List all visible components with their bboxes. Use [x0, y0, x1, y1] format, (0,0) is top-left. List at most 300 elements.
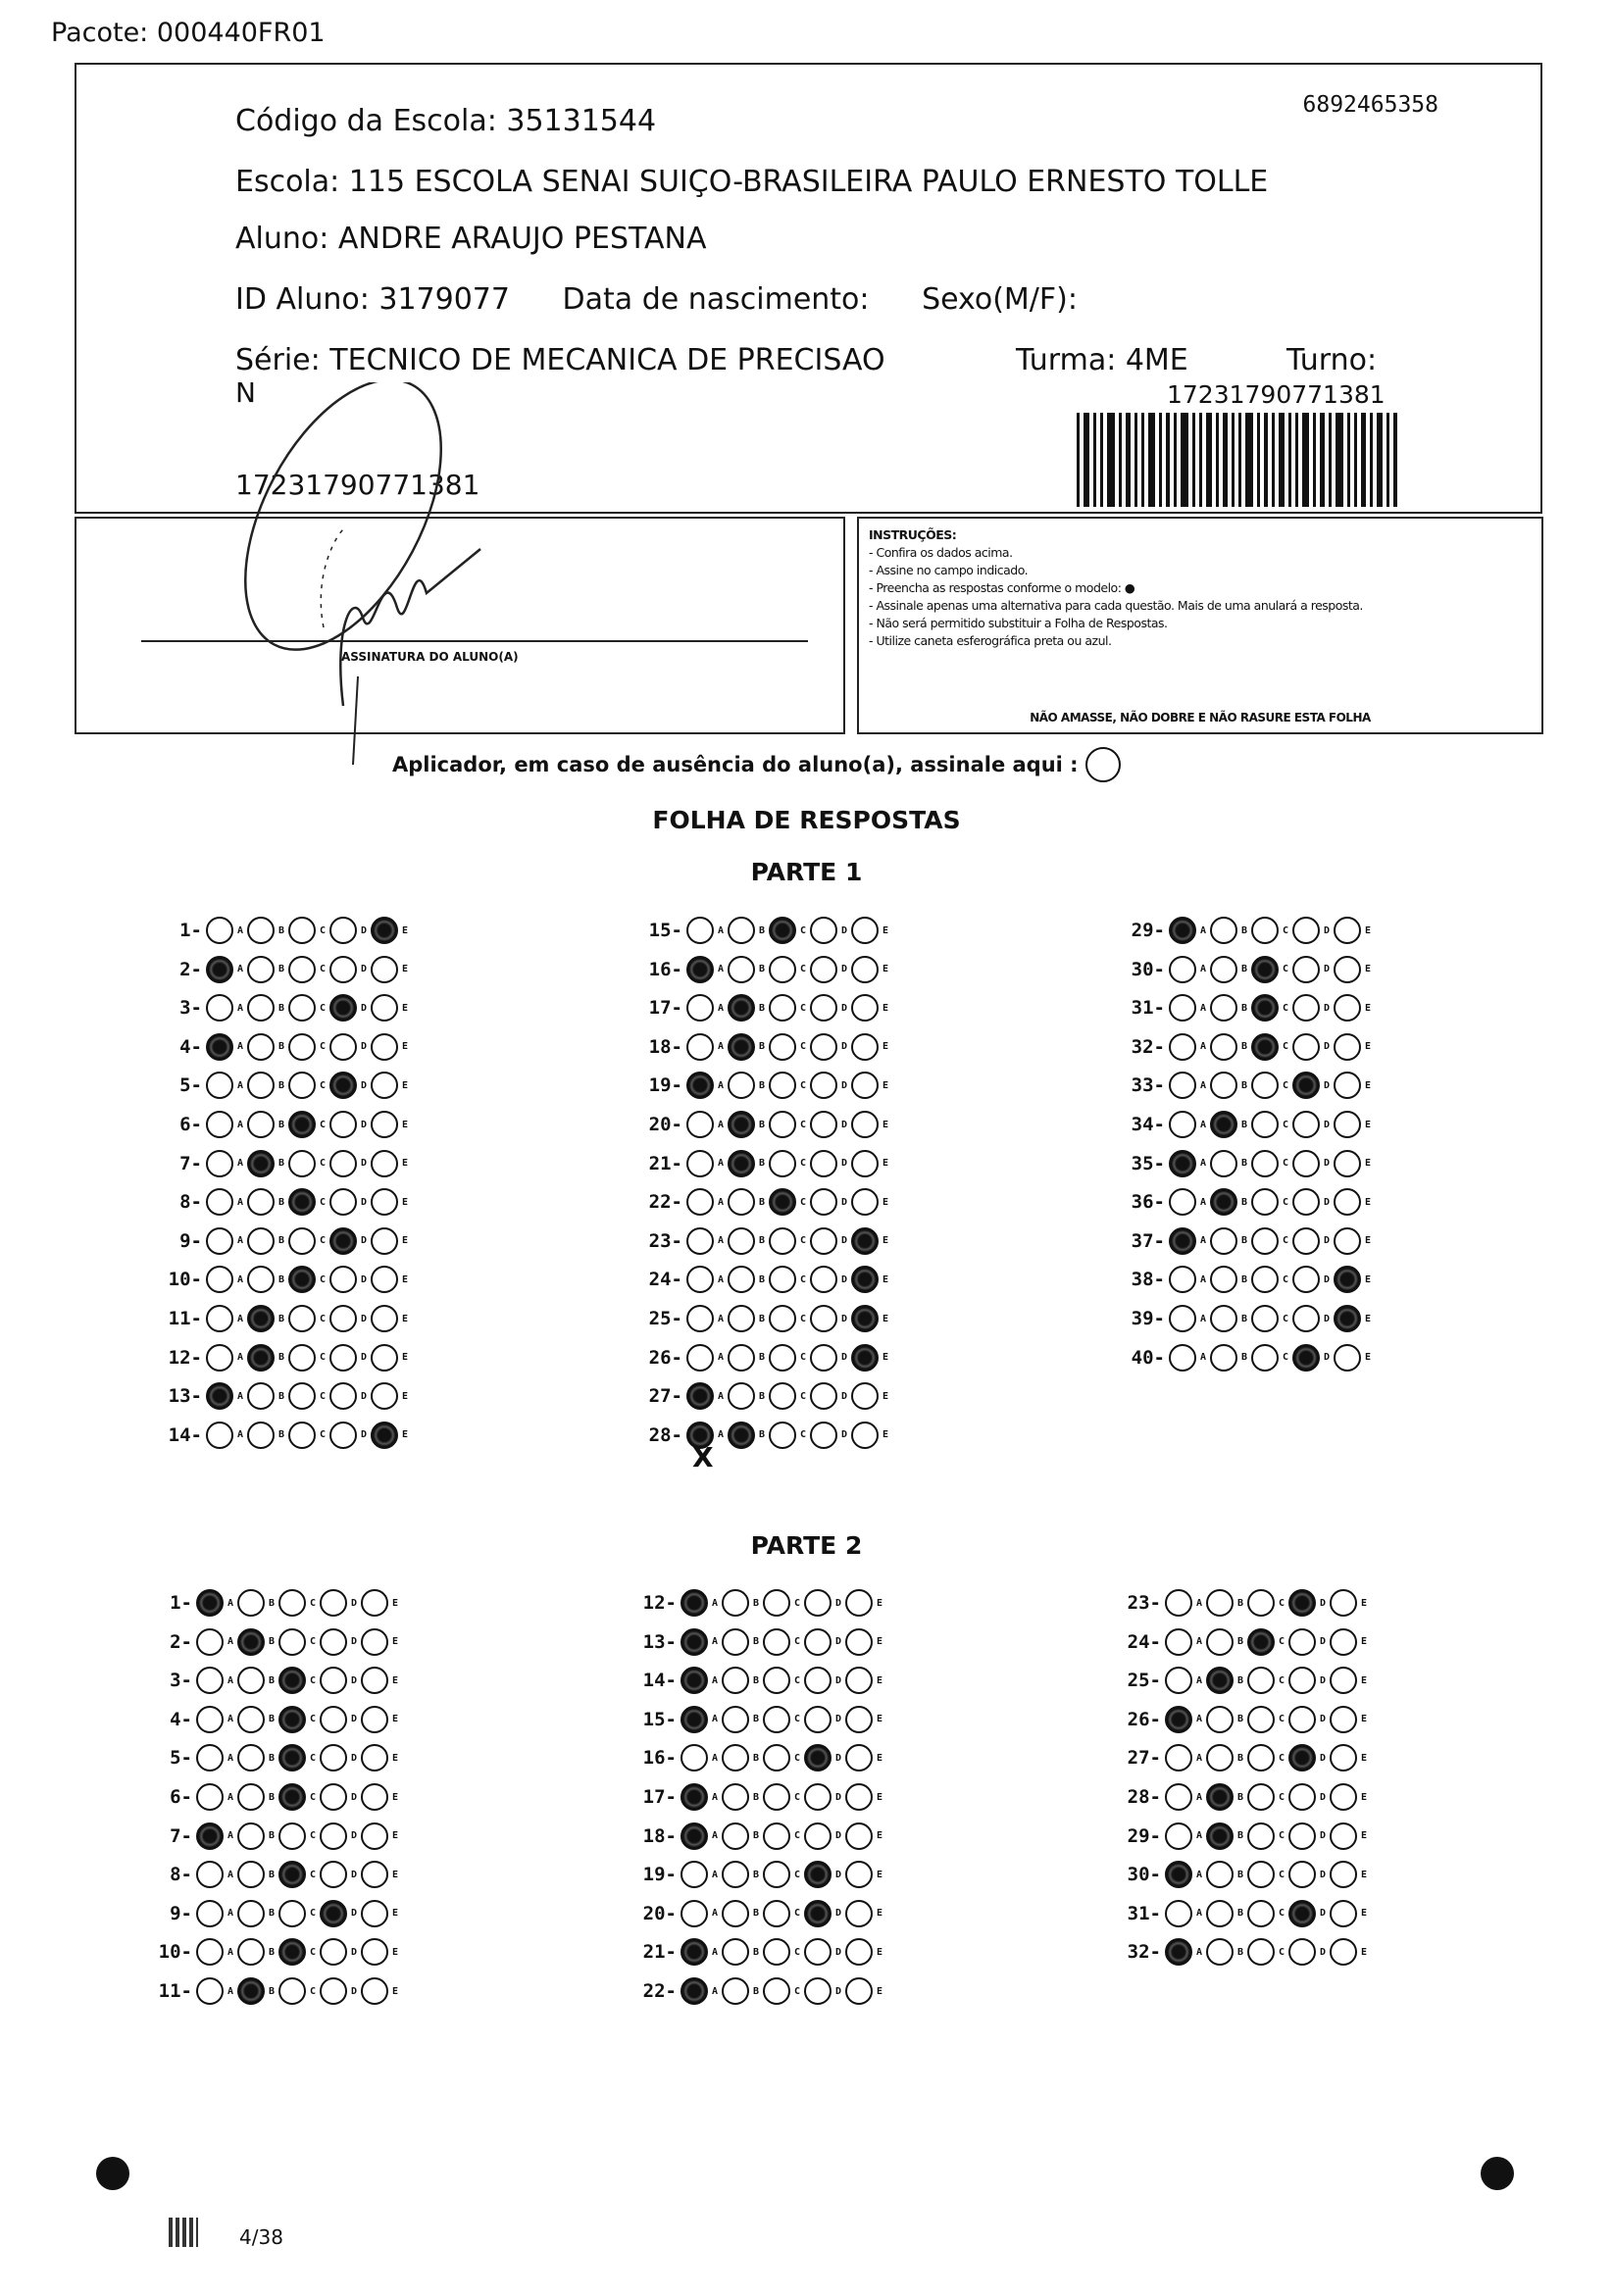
answer-bubble[interactable]: [1334, 956, 1361, 983]
answer-bubble[interactable]: [278, 1706, 306, 1733]
answer-bubble[interactable]: [237, 1589, 265, 1617]
answer-bubble[interactable]: [1210, 1266, 1237, 1293]
answer-bubble[interactable]: [769, 1111, 796, 1138]
answer-bubble[interactable]: [728, 1072, 755, 1099]
answer-bubble[interactable]: [320, 1900, 347, 1927]
answer-bubble[interactable]: [851, 1150, 879, 1177]
answer-bubble[interactable]: [1334, 1344, 1361, 1372]
answer-bubble[interactable]: [247, 1188, 275, 1216]
answer-bubble[interactable]: [1165, 1744, 1192, 1772]
answer-bubble[interactable]: [1210, 1305, 1237, 1332]
answer-bubble[interactable]: [851, 1227, 879, 1255]
answer-bubble[interactable]: [361, 1744, 388, 1772]
answer-bubble[interactable]: [810, 956, 837, 983]
answer-bubble[interactable]: [1210, 1033, 1237, 1061]
answer-bubble[interactable]: [206, 1150, 233, 1177]
answer-bubble[interactable]: [722, 1667, 749, 1694]
answer-bubble[interactable]: [278, 1589, 306, 1617]
answer-bubble[interactable]: [1206, 1667, 1234, 1694]
answer-bubble[interactable]: [845, 1667, 873, 1694]
answer-bubble[interactable]: [1169, 1227, 1196, 1255]
answer-bubble[interactable]: [810, 1150, 837, 1177]
answer-bubble[interactable]: [329, 1033, 357, 1061]
answer-bubble[interactable]: [361, 1977, 388, 2005]
answer-bubble[interactable]: [196, 1628, 224, 1656]
answer-bubble[interactable]: [810, 917, 837, 944]
answer-bubble[interactable]: [278, 1667, 306, 1694]
answer-bubble[interactable]: [851, 956, 879, 983]
answer-bubble[interactable]: [1169, 1266, 1196, 1293]
answer-bubble[interactable]: [278, 1628, 306, 1656]
answer-bubble[interactable]: [361, 1628, 388, 1656]
answer-bubble[interactable]: [804, 1938, 832, 1966]
answer-bubble[interactable]: [361, 1900, 388, 1927]
answer-bubble[interactable]: [804, 1977, 832, 2005]
answer-bubble[interactable]: [288, 1188, 316, 1216]
answer-bubble[interactable]: [1251, 994, 1279, 1022]
answer-bubble[interactable]: [247, 1111, 275, 1138]
answer-bubble[interactable]: [320, 1744, 347, 1772]
answer-bubble[interactable]: [1251, 1344, 1279, 1372]
answer-bubble[interactable]: [371, 1266, 398, 1293]
answer-bubble[interactable]: [288, 1150, 316, 1177]
answer-bubble[interactable]: [845, 1977, 873, 2005]
answer-bubble[interactable]: [206, 1111, 233, 1138]
answer-bubble[interactable]: [247, 1344, 275, 1372]
answer-bubble[interactable]: [1165, 1667, 1192, 1694]
answer-bubble[interactable]: [686, 994, 714, 1022]
answer-bubble[interactable]: [247, 956, 275, 983]
answer-bubble[interactable]: [680, 1744, 708, 1772]
answer-bubble[interactable]: [769, 1344, 796, 1372]
answer-bubble[interactable]: [851, 1382, 879, 1410]
answer-bubble[interactable]: [1334, 1188, 1361, 1216]
answer-bubble[interactable]: [810, 1072, 837, 1099]
answer-bubble[interactable]: [1330, 1628, 1357, 1656]
answer-bubble[interactable]: [1247, 1628, 1275, 1656]
answer-bubble[interactable]: [371, 1344, 398, 1372]
answer-bubble[interactable]: [728, 994, 755, 1022]
answer-bubble[interactable]: [1247, 1900, 1275, 1927]
answer-bubble[interactable]: [361, 1861, 388, 1888]
answer-bubble[interactable]: [686, 956, 714, 983]
answer-bubble[interactable]: [1165, 1822, 1192, 1850]
answer-bubble[interactable]: [288, 1422, 316, 1449]
answer-bubble[interactable]: [1206, 1706, 1234, 1733]
answer-bubble[interactable]: [237, 1667, 265, 1694]
answer-bubble[interactable]: [804, 1628, 832, 1656]
answer-bubble[interactable]: [278, 1977, 306, 2005]
answer-bubble[interactable]: [196, 1977, 224, 2005]
answer-bubble[interactable]: [196, 1861, 224, 1888]
answer-bubble[interactable]: [371, 994, 398, 1022]
answer-bubble[interactable]: [769, 956, 796, 983]
answer-bubble[interactable]: [371, 956, 398, 983]
answer-bubble[interactable]: [769, 1188, 796, 1216]
answer-bubble[interactable]: [845, 1861, 873, 1888]
answer-bubble[interactable]: [1251, 1188, 1279, 1216]
answer-bubble[interactable]: [680, 1783, 708, 1811]
answer-bubble[interactable]: [1292, 1344, 1320, 1372]
answer-bubble[interactable]: [680, 1900, 708, 1927]
answer-bubble[interactable]: [288, 1266, 316, 1293]
answer-bubble[interactable]: [206, 1227, 233, 1255]
answer-bubble[interactable]: [1334, 1305, 1361, 1332]
answer-bubble[interactable]: [1169, 1111, 1196, 1138]
signature-box[interactable]: [75, 517, 845, 734]
answer-bubble[interactable]: [804, 1744, 832, 1772]
answer-bubble[interactable]: [810, 1266, 837, 1293]
answer-bubble[interactable]: [810, 1227, 837, 1255]
answer-bubble[interactable]: [680, 1667, 708, 1694]
answer-bubble[interactable]: [1169, 1188, 1196, 1216]
answer-bubble[interactable]: [728, 1422, 755, 1449]
answer-bubble[interactable]: [1210, 917, 1237, 944]
answer-bubble[interactable]: [247, 1266, 275, 1293]
answer-bubble[interactable]: [196, 1706, 224, 1733]
answer-bubble[interactable]: [1251, 1305, 1279, 1332]
answer-bubble[interactable]: [1330, 1938, 1357, 1966]
answer-bubble[interactable]: [845, 1783, 873, 1811]
answer-bubble[interactable]: [371, 1150, 398, 1177]
answer-bubble[interactable]: [196, 1822, 224, 1850]
answer-bubble[interactable]: [1210, 1344, 1237, 1372]
answer-bubble[interactable]: [1334, 1150, 1361, 1177]
answer-bubble[interactable]: [1292, 917, 1320, 944]
answer-bubble[interactable]: [722, 1744, 749, 1772]
answer-bubble[interactable]: [237, 1628, 265, 1656]
answer-bubble[interactable]: [329, 1111, 357, 1138]
answer-bubble[interactable]: [371, 1072, 398, 1099]
answer-bubble[interactable]: [851, 1344, 879, 1372]
answer-bubble[interactable]: [1288, 1783, 1316, 1811]
answer-bubble[interactable]: [763, 1822, 790, 1850]
answer-bubble[interactable]: [361, 1822, 388, 1850]
answer-bubble[interactable]: [1292, 1305, 1320, 1332]
answer-bubble[interactable]: [728, 1344, 755, 1372]
answer-bubble[interactable]: [206, 1072, 233, 1099]
answer-bubble[interactable]: [1251, 1033, 1279, 1061]
answer-bubble[interactable]: [1251, 1072, 1279, 1099]
answer-bubble[interactable]: [763, 1744, 790, 1772]
answer-bubble[interactable]: [288, 956, 316, 983]
answer-bubble[interactable]: [680, 1589, 708, 1617]
answer-bubble[interactable]: [1247, 1589, 1275, 1617]
answer-bubble[interactable]: [845, 1938, 873, 1966]
answer-bubble[interactable]: [810, 1033, 837, 1061]
answer-bubble[interactable]: [1288, 1938, 1316, 1966]
answer-bubble[interactable]: [810, 1305, 837, 1332]
answer-bubble[interactable]: [728, 1150, 755, 1177]
answer-bubble[interactable]: [686, 1188, 714, 1216]
answer-bubble[interactable]: [728, 1188, 755, 1216]
answer-bubble[interactable]: [361, 1938, 388, 1966]
answer-bubble[interactable]: [278, 1938, 306, 1966]
answer-bubble[interactable]: [278, 1783, 306, 1811]
answer-bubble[interactable]: [686, 1266, 714, 1293]
answer-bubble[interactable]: [196, 1744, 224, 1772]
answer-bubble[interactable]: [763, 1938, 790, 1966]
answer-bubble[interactable]: [329, 1382, 357, 1410]
answer-bubble[interactable]: [288, 1227, 316, 1255]
answer-bubble[interactable]: [722, 1589, 749, 1617]
answer-bubble[interactable]: [237, 1783, 265, 1811]
answer-bubble[interactable]: [1330, 1667, 1357, 1694]
answer-bubble[interactable]: [237, 1744, 265, 1772]
answer-bubble[interactable]: [361, 1667, 388, 1694]
answer-bubble[interactable]: [1169, 1305, 1196, 1332]
answer-bubble[interactable]: [722, 1900, 749, 1927]
answer-bubble[interactable]: [769, 1150, 796, 1177]
answer-bubble[interactable]: [1251, 1266, 1279, 1293]
answer-bubble[interactable]: [728, 1382, 755, 1410]
answer-bubble[interactable]: [1169, 1344, 1196, 1372]
answer-bubble[interactable]: [329, 1188, 357, 1216]
answer-bubble[interactable]: [1206, 1744, 1234, 1772]
answer-bubble[interactable]: [1165, 1628, 1192, 1656]
answer-bubble[interactable]: [206, 917, 233, 944]
answer-bubble[interactable]: [1206, 1938, 1234, 1966]
answer-bubble[interactable]: [1251, 1227, 1279, 1255]
answer-bubble[interactable]: [1206, 1822, 1234, 1850]
answer-bubble[interactable]: [1210, 1111, 1237, 1138]
answer-bubble[interactable]: [1251, 956, 1279, 983]
answer-bubble[interactable]: [769, 1382, 796, 1410]
answer-bubble[interactable]: [680, 1628, 708, 1656]
answer-bubble[interactable]: [851, 1072, 879, 1099]
answer-bubble[interactable]: [722, 1628, 749, 1656]
answer-bubble[interactable]: [769, 1422, 796, 1449]
answer-bubble[interactable]: [247, 1422, 275, 1449]
answer-bubble[interactable]: [1206, 1589, 1234, 1617]
answer-bubble[interactable]: [1292, 1227, 1320, 1255]
answer-bubble[interactable]: [371, 1382, 398, 1410]
answer-bubble[interactable]: [1292, 956, 1320, 983]
answer-bubble[interactable]: [329, 994, 357, 1022]
answer-bubble[interactable]: [1288, 1628, 1316, 1656]
answer-bubble[interactable]: [1334, 1033, 1361, 1061]
answer-bubble[interactable]: [763, 1900, 790, 1927]
answer-bubble[interactable]: [1288, 1861, 1316, 1888]
answer-bubble[interactable]: [1288, 1744, 1316, 1772]
answer-bubble[interactable]: [371, 917, 398, 944]
answer-bubble[interactable]: [851, 1266, 879, 1293]
answer-bubble[interactable]: [278, 1900, 306, 1927]
answer-bubble[interactable]: [288, 1111, 316, 1138]
answer-bubble[interactable]: [237, 1938, 265, 1966]
answer-bubble[interactable]: [329, 1227, 357, 1255]
answer-bubble[interactable]: [851, 1111, 879, 1138]
answer-bubble[interactable]: [686, 1305, 714, 1332]
answer-bubble[interactable]: [769, 1227, 796, 1255]
answer-bubble[interactable]: [206, 1382, 233, 1410]
answer-bubble[interactable]: [278, 1861, 306, 1888]
answer-bubble[interactable]: [845, 1744, 873, 1772]
answer-bubble[interactable]: [1169, 1072, 1196, 1099]
answer-bubble[interactable]: [206, 1188, 233, 1216]
answer-bubble[interactable]: [1210, 1072, 1237, 1099]
answer-bubble[interactable]: [329, 917, 357, 944]
answer-bubble[interactable]: [728, 1111, 755, 1138]
answer-bubble[interactable]: [288, 1344, 316, 1372]
answer-bubble[interactable]: [851, 1033, 879, 1061]
answer-bubble[interactable]: [288, 1033, 316, 1061]
answer-bubble[interactable]: [763, 1589, 790, 1617]
answer-bubble[interactable]: [728, 917, 755, 944]
answer-bubble[interactable]: [288, 1072, 316, 1099]
answer-bubble[interactable]: [371, 1305, 398, 1332]
answer-bubble[interactable]: [686, 1382, 714, 1410]
answer-bubble[interactable]: [278, 1744, 306, 1772]
answer-bubble[interactable]: [804, 1589, 832, 1617]
answer-bubble[interactable]: [1330, 1706, 1357, 1733]
answer-bubble[interactable]: [1169, 956, 1196, 983]
answer-bubble[interactable]: [247, 1305, 275, 1332]
answer-bubble[interactable]: [769, 1033, 796, 1061]
answer-bubble[interactable]: [196, 1589, 224, 1617]
answer-bubble[interactable]: [196, 1938, 224, 1966]
answer-bubble[interactable]: [680, 1822, 708, 1850]
answer-bubble[interactable]: [361, 1589, 388, 1617]
answer-bubble[interactable]: [1165, 1938, 1192, 1966]
answer-bubble[interactable]: [1169, 994, 1196, 1022]
answer-bubble[interactable]: [804, 1667, 832, 1694]
answer-bubble[interactable]: [371, 1227, 398, 1255]
answer-bubble[interactable]: [851, 917, 879, 944]
answer-bubble[interactable]: [1330, 1900, 1357, 1927]
answer-bubble[interactable]: [329, 956, 357, 983]
answer-bubble[interactable]: [680, 1861, 708, 1888]
answer-bubble[interactable]: [1247, 1822, 1275, 1850]
answer-bubble[interactable]: [686, 1150, 714, 1177]
answer-bubble[interactable]: [680, 1977, 708, 2005]
answer-bubble[interactable]: [320, 1861, 347, 1888]
answer-bubble[interactable]: [1330, 1861, 1357, 1888]
answer-bubble[interactable]: [371, 1188, 398, 1216]
answer-bubble[interactable]: [769, 1305, 796, 1332]
answer-bubble[interactable]: [329, 1344, 357, 1372]
answer-bubble[interactable]: [686, 1072, 714, 1099]
answer-bubble[interactable]: [206, 1033, 233, 1061]
answer-bubble[interactable]: [1334, 1072, 1361, 1099]
answer-bubble[interactable]: [1334, 1266, 1361, 1293]
answer-bubble[interactable]: [851, 1188, 879, 1216]
answer-bubble[interactable]: [1206, 1861, 1234, 1888]
answer-bubble[interactable]: [1288, 1822, 1316, 1850]
answer-bubble[interactable]: [1330, 1783, 1357, 1811]
answer-bubble[interactable]: [1288, 1589, 1316, 1617]
answer-bubble[interactable]: [1292, 1188, 1320, 1216]
answer-bubble[interactable]: [810, 1382, 837, 1410]
answer-bubble[interactable]: [804, 1706, 832, 1733]
answer-bubble[interactable]: [763, 1977, 790, 2005]
answer-bubble[interactable]: [851, 1305, 879, 1332]
answer-bubble[interactable]: [1165, 1900, 1192, 1927]
answer-bubble[interactable]: [722, 1977, 749, 2005]
answer-bubble[interactable]: [206, 1344, 233, 1372]
answer-bubble[interactable]: [728, 1266, 755, 1293]
answer-bubble[interactable]: [810, 994, 837, 1022]
answer-bubble[interactable]: [247, 917, 275, 944]
answer-bubble[interactable]: [288, 917, 316, 944]
answer-bubble[interactable]: [851, 1422, 879, 1449]
answer-bubble[interactable]: [686, 1344, 714, 1372]
answer-bubble[interactable]: [237, 1822, 265, 1850]
answer-bubble[interactable]: [1247, 1706, 1275, 1733]
answer-bubble[interactable]: [1251, 1150, 1279, 1177]
answer-bubble[interactable]: [1251, 917, 1279, 944]
answer-bubble[interactable]: [1165, 1861, 1192, 1888]
answer-bubble[interactable]: [288, 1305, 316, 1332]
answer-bubble[interactable]: [1206, 1783, 1234, 1811]
answer-bubble[interactable]: [1247, 1938, 1275, 1966]
answer-bubble[interactable]: [1334, 1111, 1361, 1138]
answer-bubble[interactable]: [206, 994, 233, 1022]
answer-bubble[interactable]: [1292, 1266, 1320, 1293]
answer-bubble[interactable]: [810, 1188, 837, 1216]
answer-bubble[interactable]: [680, 1938, 708, 1966]
answer-bubble[interactable]: [804, 1900, 832, 1927]
answer-bubble[interactable]: [1251, 1111, 1279, 1138]
answer-bubble[interactable]: [361, 1783, 388, 1811]
answer-bubble[interactable]: [845, 1628, 873, 1656]
answer-bubble[interactable]: [1169, 917, 1196, 944]
answer-bubble[interactable]: [1292, 1033, 1320, 1061]
answer-bubble[interactable]: [1288, 1667, 1316, 1694]
answer-bubble[interactable]: [1169, 1033, 1196, 1061]
answer-bubble[interactable]: [763, 1861, 790, 1888]
answer-bubble[interactable]: [1165, 1706, 1192, 1733]
answer-bubble[interactable]: [1292, 1111, 1320, 1138]
answer-bubble[interactable]: [320, 1706, 347, 1733]
answer-bubble[interactable]: [247, 1033, 275, 1061]
answer-bubble[interactable]: [320, 1783, 347, 1811]
answer-bubble[interactable]: [1206, 1628, 1234, 1656]
answer-bubble[interactable]: [845, 1822, 873, 1850]
answer-bubble[interactable]: [1165, 1783, 1192, 1811]
answer-bubble[interactable]: [1165, 1589, 1192, 1617]
answer-bubble[interactable]: [371, 1033, 398, 1061]
answer-bubble[interactable]: [851, 994, 879, 1022]
answer-bubble[interactable]: [237, 1861, 265, 1888]
answer-bubble[interactable]: [320, 1977, 347, 2005]
answer-bubble[interactable]: [845, 1589, 873, 1617]
answer-bubble[interactable]: [329, 1266, 357, 1293]
answer-bubble[interactable]: [196, 1783, 224, 1811]
answer-bubble[interactable]: [680, 1706, 708, 1733]
answer-bubble[interactable]: [1210, 956, 1237, 983]
answer-bubble[interactable]: [804, 1783, 832, 1811]
answer-bubble[interactable]: [247, 1150, 275, 1177]
answer-bubble[interactable]: [763, 1783, 790, 1811]
answer-bubble[interactable]: [1292, 1072, 1320, 1099]
answer-bubble[interactable]: [1169, 1150, 1196, 1177]
absence-bubble[interactable]: [1085, 747, 1121, 782]
answer-bubble[interactable]: [1247, 1667, 1275, 1694]
answer-bubble[interactable]: [1334, 917, 1361, 944]
answer-bubble[interactable]: [320, 1822, 347, 1850]
answer-bubble[interactable]: [320, 1938, 347, 1966]
answer-bubble[interactable]: [769, 1266, 796, 1293]
answer-bubble[interactable]: [329, 1422, 357, 1449]
answer-bubble[interactable]: [1247, 1783, 1275, 1811]
answer-bubble[interactable]: [278, 1822, 306, 1850]
answer-bubble[interactable]: [722, 1822, 749, 1850]
answer-bubble[interactable]: [361, 1706, 388, 1733]
answer-bubble[interactable]: [1288, 1706, 1316, 1733]
answer-bubble[interactable]: [810, 1422, 837, 1449]
answer-bubble[interactable]: [1288, 1900, 1316, 1927]
